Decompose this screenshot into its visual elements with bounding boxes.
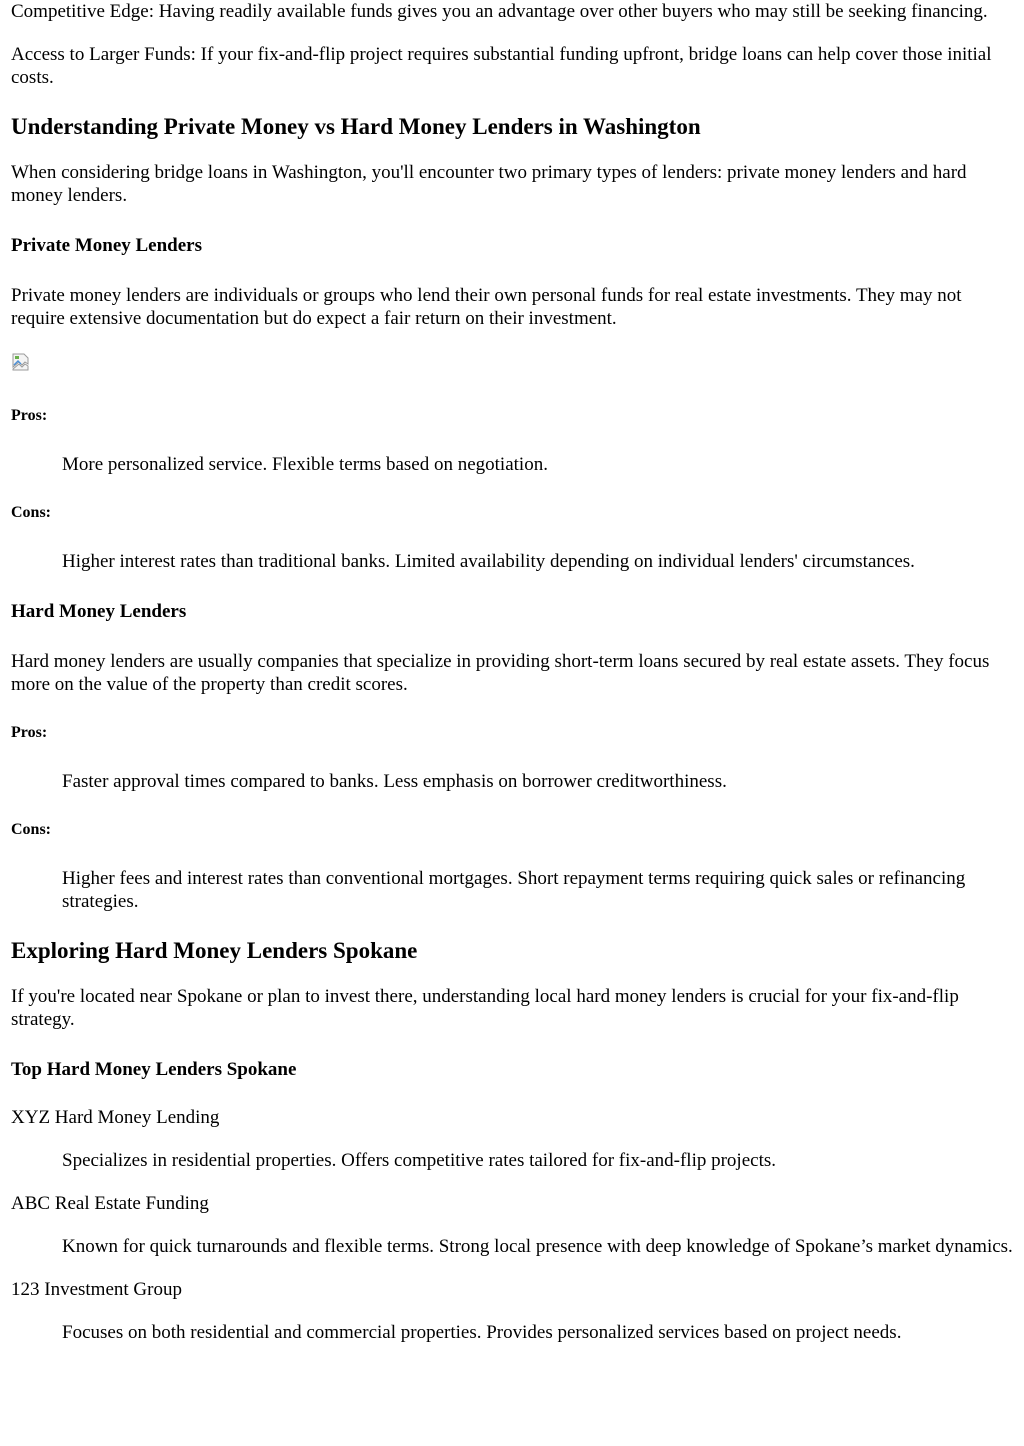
- larger-funds-paragraph: Access to Larger Funds: If your fix-and-flip project requires substantial funding upfront, bridge loans can help cover those initial costs.: [11, 44, 992, 88]
- broken-image-icon: [11, 352, 31, 372]
- lender-list: [11, 1106, 1013, 1344]
- hard-money-heading: Hard Money Lenders: [11, 601, 187, 622]
- private-cons-text: Higher interest rates than traditional banks. Limited availability depending on individual lenders' circumstances.: [62, 551, 915, 572]
- spokane-heading: Exploring Hard Money Lenders Spokane: [11, 938, 418, 963]
- hard-cons-text: Higher fees and interest rates than conventional mortgages. Short repayment terms requiring quick sales or refinancing strategies.: [62, 868, 966, 912]
- private-pros-label: Pros:: [11, 407, 48, 424]
- lender-description: Specializes in residential properties. Offers competitive rates tailored for fix-and-flip projects.: [62, 1150, 777, 1171]
- private-vs-hard-heading: Understanding Private Money vs Hard Money Lenders in Washington: [11, 114, 701, 139]
- hard-pros-label: Pros:: [11, 724, 48, 741]
- hard-cons-label: Cons:: [11, 821, 52, 838]
- lender-name: XYZ Hard Money Lending: [11, 1107, 220, 1128]
- broken-image: [11, 352, 1013, 406]
- hard-money-description: Hard money lenders are usually companies that specialize in providing short-term loans secured by real estate assets. They focus more on the value of the property than credit scores.: [11, 651, 990, 695]
- private-cons-label: Cons:: [11, 504, 52, 521]
- lender-name: ABC Real Estate Funding: [11, 1193, 209, 1214]
- private-vs-hard-intro: When considering bridge loans in Washington, you'll encounter two primary types of lenders: private money lenders and hard money lenders.: [11, 162, 967, 206]
- competitive-edge-paragraph: Competitive Edge: Having readily available funds gives you an advantage over other buyers who may still be seeking financing.: [11, 1, 988, 22]
- private-money-heading: Private Money Lenders: [11, 235, 203, 256]
- spokane-intro: If you're located near Spokane or plan to invest there, understanding local hard money lenders is crucial for your fix-and-flip strategy.: [11, 986, 959, 1030]
- private-money-description: Private money lenders are individuals or groups who lend their own personal funds for real estate investments. They may not require extensive documentation but do expect a fair return on their investment.: [11, 285, 962, 329]
- top-lenders-heading: Top Hard Money Lenders Spokane: [11, 1059, 297, 1080]
- lender-name: 123 Investment Group: [11, 1279, 182, 1300]
- hard-pros-text: Faster approval times compared to banks. Less emphasis on borrower creditworthiness.: [62, 771, 727, 792]
- private-pros-text: More personalized service. Flexible terms based on negotiation.: [62, 454, 548, 475]
- lender-description: Focuses on both residential and commercial properties. Provides personalized services based on project needs.: [62, 1322, 902, 1343]
- lender-description: Known for quick turnarounds and flexible terms. Strong local presence with deep knowledge of Spokane’s market dynamics.: [62, 1236, 1013, 1257]
